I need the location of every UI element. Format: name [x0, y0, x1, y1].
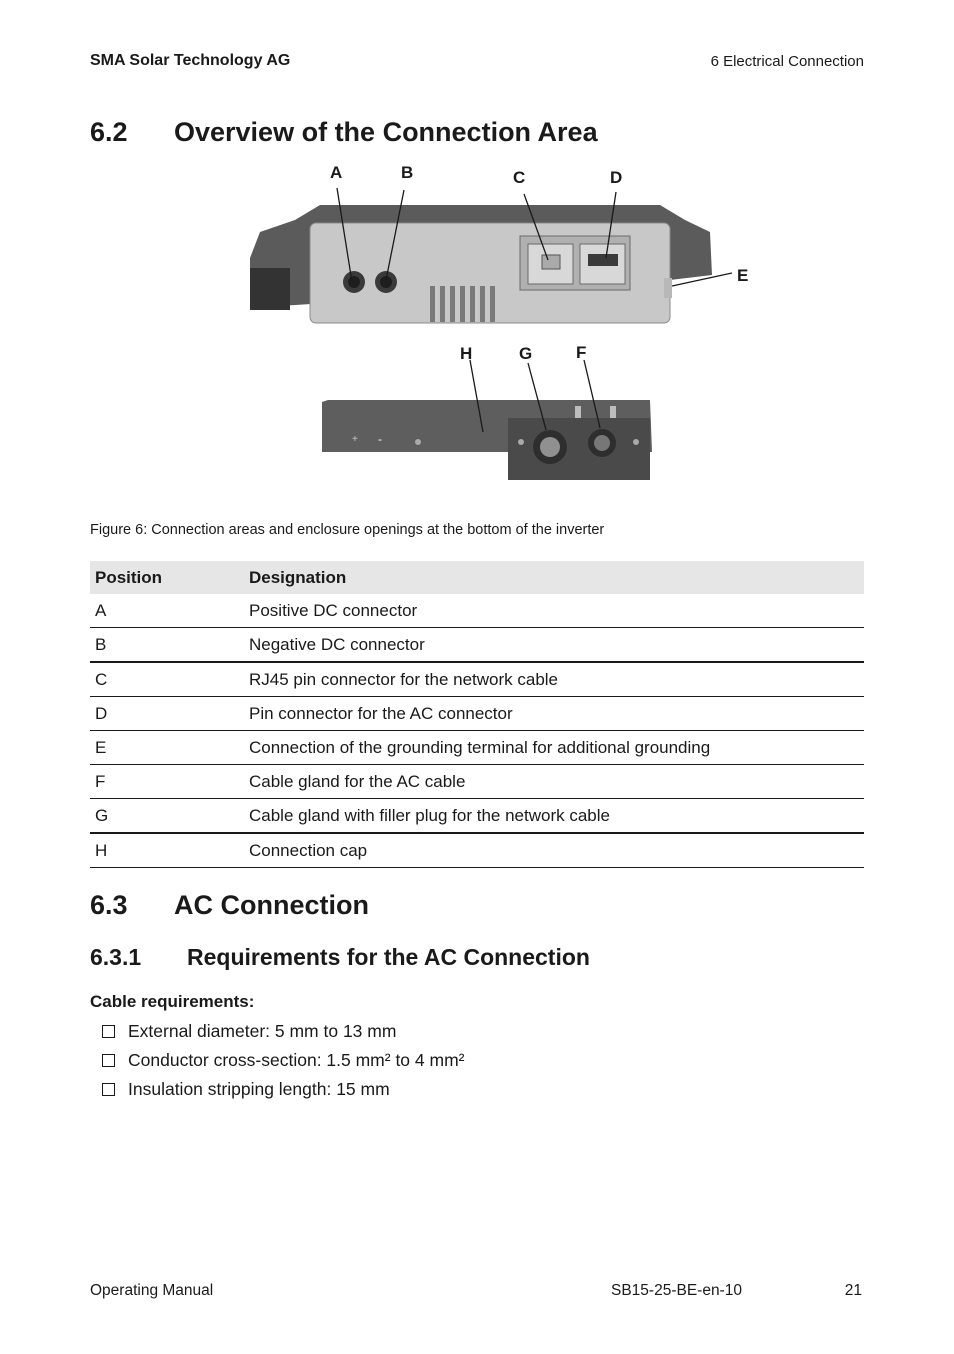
column-header-designation: Designation	[244, 561, 864, 594]
table-row	[90, 731, 864, 765]
label-e: E	[737, 266, 749, 285]
section-heading-6-2	[90, 117, 598, 148]
section-title: Requirements for the AC Connection	[187, 944, 590, 970]
list-item-text: Conductor cross-section: 1.5 mm² to 4 mm²	[128, 1050, 465, 1070]
inverter-bottom-view	[250, 205, 712, 323]
table-row	[90, 628, 864, 663]
checkbox-icon	[102, 1083, 115, 1096]
label-f: F	[576, 343, 587, 362]
section-title: Overview of the Connection Area	[174, 117, 598, 147]
cell-designation: Connection of the grounding terminal for additional grounding	[244, 731, 864, 765]
label-g: G	[519, 344, 533, 363]
cell-position: D	[90, 697, 244, 731]
label-c: C	[513, 168, 526, 187]
label-a: A	[330, 163, 343, 182]
footer-manual: Operating Manual	[90, 1282, 214, 1299]
label-h: H	[460, 344, 473, 363]
section-number: 6.3.1	[90, 944, 142, 970]
connection-area-illustration	[240, 160, 760, 490]
cell-designation: Positive DC connector	[244, 594, 864, 628]
cell-position: F	[90, 765, 244, 799]
cell-designation: Cable gland for the AC cable	[244, 765, 864, 799]
cable-requirements-list	[102, 1017, 464, 1104]
checkbox-icon	[102, 1054, 115, 1067]
cell-designation: Pin connector for the AC connector	[244, 697, 864, 731]
list-item-text: Insulation stripping length: 15 mm	[128, 1079, 390, 1099]
cell-position: B	[90, 628, 244, 663]
position-table	[90, 561, 864, 868]
list-item-text: External diameter: 5 mm to 13 mm	[128, 1021, 397, 1041]
cell-designation: Cable gland with filler plug for the network cable	[244, 799, 864, 834]
table-row	[90, 833, 864, 868]
section-title: AC Connection	[174, 890, 369, 920]
cell-position: E	[90, 731, 244, 765]
figure-caption: Figure 6: Connection areas and enclosure openings at the bottom of the inverter	[90, 522, 605, 538]
table-row	[90, 799, 864, 834]
table-row	[90, 662, 864, 697]
cable-requirements-heading: Cable requirements:	[90, 992, 255, 1011]
inverter-side-view	[322, 400, 652, 480]
column-header-position: Position	[90, 561, 244, 594]
cell-designation: RJ45 pin connector for the network cable	[244, 662, 864, 697]
cell-position: G	[90, 799, 244, 834]
footer-doc-id: SB15-25-BE-en-10	[611, 1282, 742, 1299]
svg-text:+: +	[352, 434, 358, 445]
table-row	[90, 765, 864, 799]
section-number: 6.3	[90, 890, 128, 920]
header-company: SMA Solar Technology AG	[90, 52, 291, 69]
cell-position: C	[90, 662, 244, 697]
checkbox-icon	[102, 1025, 115, 1038]
list-item	[102, 1017, 464, 1046]
table-row	[90, 697, 864, 731]
section-number: 6.2	[90, 117, 128, 147]
cell-position: A	[90, 594, 244, 628]
header-chapter: 6 Electrical Connection	[710, 53, 864, 70]
page-number: 21	[844, 1282, 862, 1299]
list-item	[102, 1075, 464, 1104]
cell-designation: Connection cap	[244, 833, 864, 868]
section-heading-6-3-1	[90, 944, 590, 971]
table-row	[90, 594, 864, 628]
svg-text:-: -	[378, 432, 382, 446]
cell-position: H	[90, 833, 244, 868]
cell-designation: Negative DC connector	[244, 628, 864, 663]
list-item	[102, 1046, 464, 1075]
label-b: B	[401, 163, 414, 182]
section-heading-6-3	[90, 890, 369, 921]
table-header-row	[90, 561, 864, 594]
label-d: D	[610, 168, 623, 187]
